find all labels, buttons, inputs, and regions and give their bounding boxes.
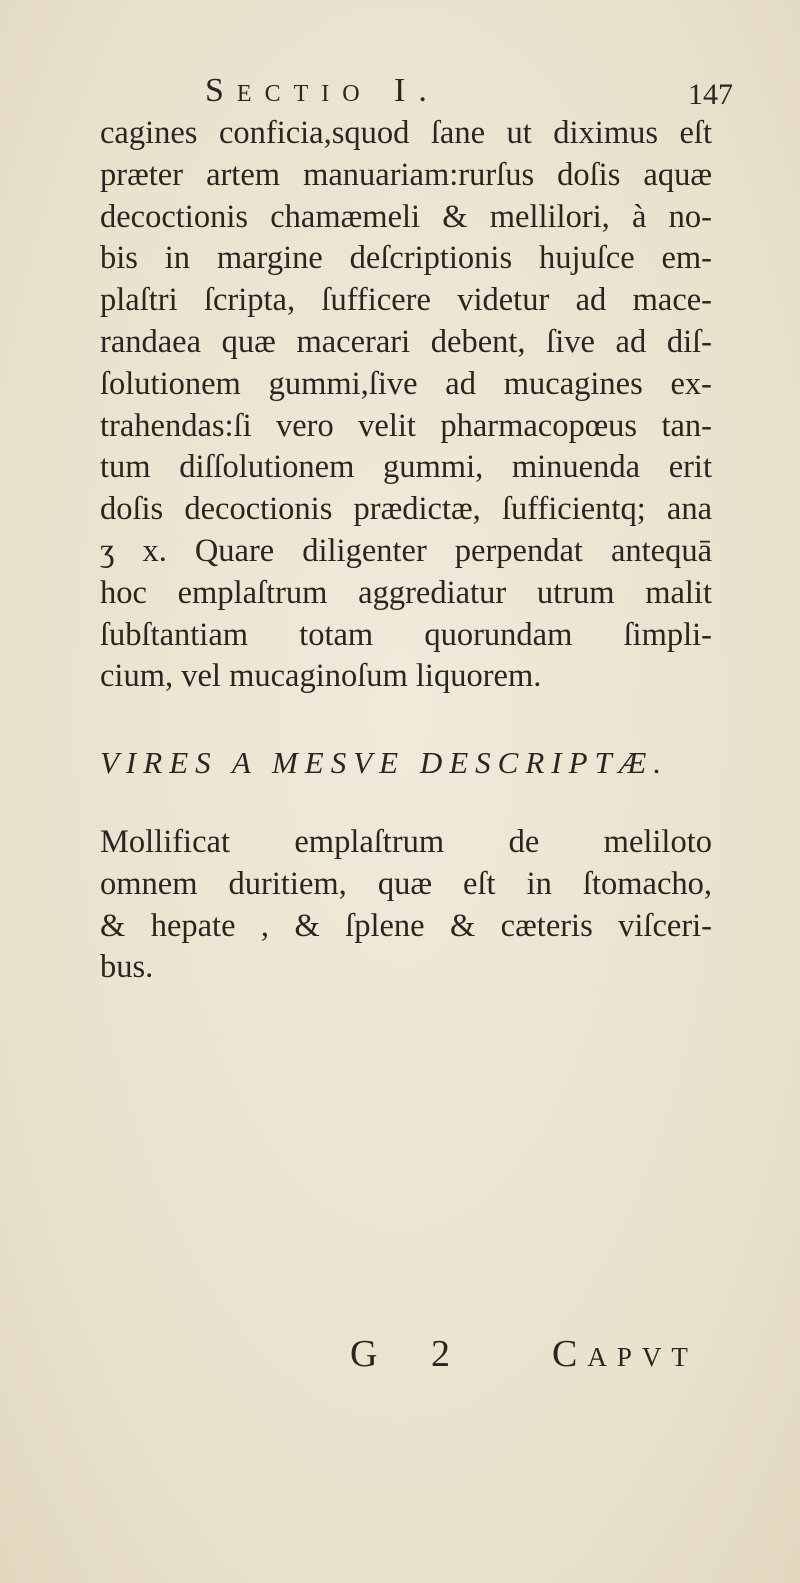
text-line bbox=[100, 822, 712, 864]
catchword: Capvt bbox=[552, 1333, 698, 1375]
indented-line bbox=[100, 822, 712, 864]
text-line: randaea quæ macerari debent, ſive ad diſ- bbox=[100, 323, 712, 360]
indented-line-text bbox=[100, 822, 712, 864]
text-line: cagines conficia,squod ſane ut diximus eſt bbox=[100, 115, 712, 151]
text-line: & hepate , & ſplene & cæteris viſceri- bbox=[100, 907, 712, 944]
text-line: decoctionis chamæmeli & mellilori, à no- bbox=[100, 198, 712, 235]
text-line: omnem duritiem, quæ eſt in ſtomacho, bbox=[100, 865, 712, 902]
section-heading: VIRES A MESVE DESCRIPTÆ. bbox=[100, 745, 669, 780]
text-line: cium, vel mucaginoſum liquorem. bbox=[100, 658, 542, 695]
signature-mark: G 2 bbox=[350, 1333, 472, 1375]
text-line: præter artem manuariam:rurſus doſis aquæ bbox=[100, 156, 712, 193]
text-line: ſubſtantiam totam quorundam ſimpli- bbox=[100, 616, 712, 653]
text-line: ſolutionem gummi,ſive ad mucagines ex- bbox=[100, 365, 712, 402]
text-line: hoc emplaſtrum aggrediatur utrum malit bbox=[100, 574, 712, 611]
text-line: ʒ x. Quare diligenter perpendat antequā bbox=[100, 532, 712, 569]
text-line: doſis decoctionis prædictæ, ſufficientq; ana bbox=[100, 491, 712, 528]
text-line: bus. bbox=[100, 949, 154, 986]
paragraph-main bbox=[100, 113, 712, 698]
paragraph-vires bbox=[100, 822, 712, 989]
text-line: plaſtri ſcripta, ſufficere videtur ad mace- bbox=[100, 282, 712, 319]
text-line: trahendas:ſi vero velit pharmacopœus tan- bbox=[100, 407, 712, 444]
text-line: tum diſſolutionem gummi, minuenda erit bbox=[100, 449, 712, 486]
text-line: bis in margine deſcriptionis hujuſce em- bbox=[100, 240, 712, 277]
page-number: 147 bbox=[688, 78, 733, 111]
indented-line-content: Mollificat emplaſtrum de meliloto bbox=[100, 824, 712, 860]
page-footer bbox=[0, 1332, 800, 1392]
running-head: Sectio I. bbox=[205, 72, 440, 109]
